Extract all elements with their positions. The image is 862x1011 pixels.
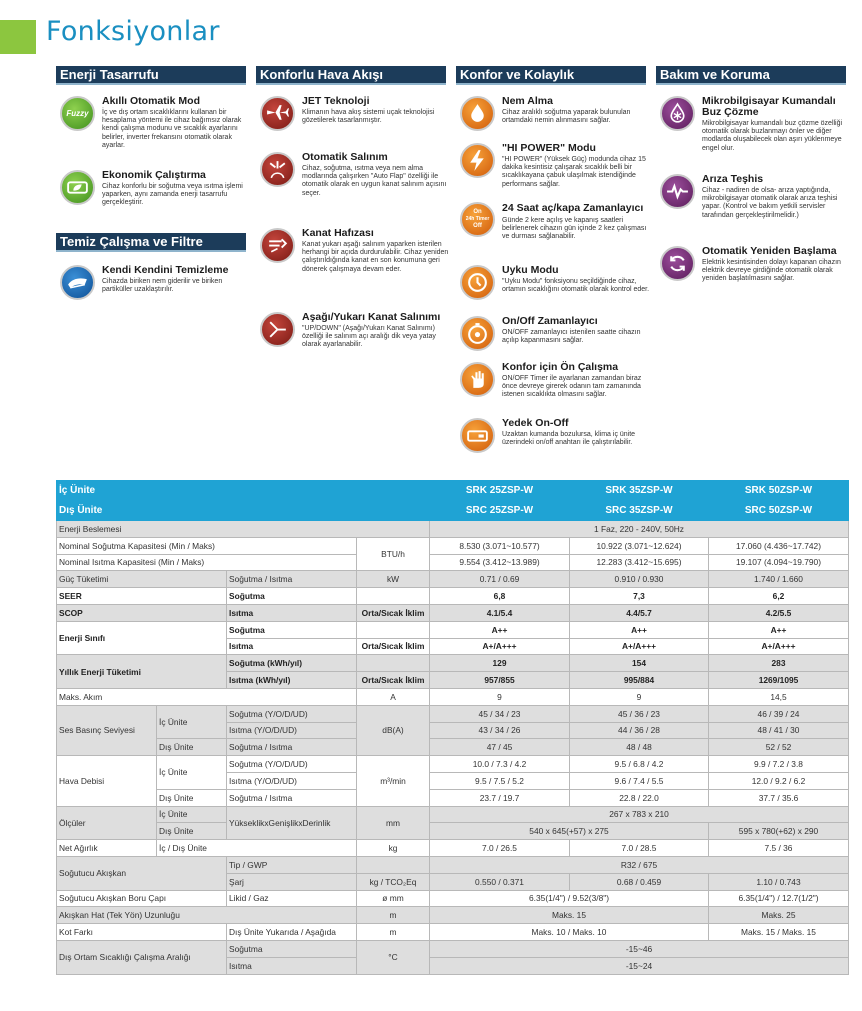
- feature-name: Otomatik Salınım: [302, 151, 388, 163]
- feature-name: Kanat Hafızası: [302, 227, 374, 239]
- unit-cell: m³/min: [357, 756, 430, 806]
- title-accent-bar: [0, 20, 36, 54]
- cell-value: A++: [709, 621, 849, 638]
- row-sublabel: Isıtma (kWh/yıl): [227, 672, 357, 689]
- row-label: SCOP: [57, 604, 227, 621]
- cell-value: 22.8 / 22.0: [570, 789, 709, 806]
- feature-desc: Cihaz, soğutma, ısıtma veya nem alma modlarında çalışırken "Auto Flap" özelliği ile otomatik olarak en uygun kanat salınım açısını seçer.: [302, 165, 447, 197]
- table-row: [57, 481, 849, 501]
- cell-value: 0.68 / 0.459: [570, 873, 709, 890]
- timer-icon: [460, 316, 495, 351]
- feature-name: On/Off Zamanlayıcı: [502, 315, 598, 327]
- row-label: Ses Basınç Seviyesi: [57, 705, 157, 755]
- row-label: Kot Farkı: [57, 924, 227, 941]
- table-row: [57, 537, 849, 554]
- cell-value: 45 / 34 / 23: [430, 705, 570, 722]
- droplet-icon: [460, 96, 495, 131]
- table-row: [57, 756, 849, 773]
- fuzzy-icon: Fuzzy: [60, 96, 95, 131]
- cell-value: 6.35(1/4") / 12.7(1/2"): [709, 890, 849, 907]
- table-row: [57, 907, 849, 924]
- model-cell: SRC 35ZSP-W: [570, 501, 709, 521]
- hand-icon: [460, 362, 495, 397]
- table-row: [57, 890, 849, 907]
- table-row: [57, 588, 849, 605]
- cell-value: 37.7 / 35.6: [709, 789, 849, 806]
- row-sublabel: Tip / GWP: [227, 856, 357, 873]
- row-sublabel: Isıtma (Y/O/D/UD): [227, 772, 357, 789]
- cell-value: 9.5 / 7.5 / 5.2: [430, 772, 570, 789]
- cell-value: 9.554 (3.412~13.989): [430, 554, 570, 571]
- feature-name: Uyku Modu: [502, 264, 559, 276]
- feature-name: Aşağı/Yukarı Kanat Salınımı: [302, 311, 441, 323]
- row-sublabel: Dış Ünite Yukarıda / Aşağıda: [227, 924, 357, 941]
- cell-value: A+/A+++: [709, 638, 849, 655]
- feature-name: Mikrobilgisayar Kumandalı Buz Çözme: [702, 95, 836, 118]
- cell-value: Maks. 15: [430, 907, 709, 924]
- cell-value: 4.1/5.4: [430, 604, 570, 621]
- cell-value: 0.71 / 0.69: [430, 571, 570, 588]
- cell-value: Maks. 10 / Maks. 10: [430, 924, 709, 941]
- feature-desc: Cihazda biriken nem giderilir ve biriken partiküller uzaklaştırılır.: [102, 278, 223, 294]
- cell-value: 0.910 / 0.930: [570, 571, 709, 588]
- cell-value: 43 / 34 / 26: [430, 722, 570, 739]
- table-row: [57, 501, 849, 521]
- row-sublabel: Soğutma / Isıtma: [227, 571, 357, 588]
- cell-value: A+/A+++: [430, 638, 570, 655]
- row-sublabel: Dış Ünite: [157, 823, 227, 840]
- feature-desc: "HI POWER" (Yüksek Güç) modunda cihaz 15 dakika kesintisiz çalışarak sıcaklık belli bir sıcaklıkayana çabuk ulaşılmak istendiğinde performans sağlar.: [502, 156, 646, 188]
- cell-value: 1 Faz, 220 - 240V, 50Hz: [430, 521, 849, 538]
- cell-value: 267 x 783 x 210: [430, 806, 849, 823]
- feature-desc: Elektrik kesintisinden dolayı kapanan cihazın elektrik devreye girdiğinde otomatik olarak yeniden başlatılmasını sağlar.: [702, 259, 841, 283]
- row-sublabel: Soğutma: [227, 621, 357, 638]
- cell-value: 6,8: [430, 588, 570, 605]
- row-sublabel: İç Ünite: [157, 806, 227, 823]
- cell-value: 9.6 / 7.4 / 5.5: [570, 772, 709, 789]
- cell-value: 7.0 / 26.5: [430, 840, 570, 857]
- row-sublabel: Soğutma (Y/O/D/UD): [227, 705, 357, 722]
- cell-value: Maks. 15 / Maks. 15: [709, 924, 849, 941]
- unit-cell: A: [357, 688, 430, 705]
- row-sublabel: Soğutma: [227, 588, 357, 605]
- feature-name: Arıza Teşhis: [702, 173, 764, 185]
- unit-cell: Orta/Sıcak İklim: [357, 638, 430, 655]
- feature-desc: Cihaz konforlu bir soğutma veya ısıtma işlemi yaparken, aynı zamanda enerji tasarrufu gerçekleştirir.: [102, 183, 243, 207]
- feature-desc: Kanat yukarı aşağı salınım yaparken isterilen herhangi bir açıda durdurulabilir. Cihaz yeniden çalıştırıldığında kanat en son konumuna geri dönerek çalışmaya devam eder.: [302, 241, 449, 273]
- feature-desc: Mikrobilgisayar kumandalı buz çözme özelliği otomatik olarak buzlanmayı önler ve diğer modlarda oluşabilecek olan aşırı yüklenmeye engel olur.: [702, 120, 843, 152]
- row-label: Hava Debisi: [57, 756, 157, 806]
- timer-24h-icon: On 24h Timer Off: [460, 202, 495, 237]
- cell-value: 7,3: [570, 588, 709, 605]
- row-label: Akışkan Hat (Tek Yön) Uzunluğu: [57, 907, 357, 924]
- cell-value: A++: [430, 621, 570, 638]
- section-header-kolaylik: Konfor ve Kolaylık: [456, 66, 646, 85]
- table-row: [57, 856, 849, 873]
- row-sublabel: Soğutma / Isıtma: [227, 789, 357, 806]
- cell-value: 1.10 / 0.743: [709, 873, 849, 890]
- up-down-flap-icon: [260, 312, 295, 347]
- feature-name: Nem Alma: [502, 95, 553, 107]
- table-row: [57, 806, 849, 823]
- feature-desc: Günde 2 kere açılış ve kapanış saatleri belirlenerek cihazın gün içinde 2 kez çalışması ve durması sağlanabilir.: [502, 217, 647, 241]
- row-sublabel: Soğutma / Isıtma: [227, 739, 357, 756]
- table-row: [57, 705, 849, 722]
- row-label: Enerji Sınıfı: [57, 621, 227, 655]
- row-label: Nominal Isıtma Kapasitesi (Min / Maks): [57, 554, 357, 571]
- cell-value: 6.35(1/4") / 9.52(3/8"): [430, 890, 709, 907]
- table-row: [57, 940, 849, 957]
- cell-value: 1269/1095: [709, 672, 849, 689]
- unit-cell: ø mm: [357, 890, 430, 907]
- table-row: [57, 554, 849, 571]
- swing-icon: [260, 152, 295, 187]
- row-label: Dış Ortam Sıcaklığı Çalışma Aralığı: [57, 940, 227, 974]
- cell-value: 23.7 / 19.7: [430, 789, 570, 806]
- cell-value: -15~46: [430, 940, 849, 957]
- cell-value: 44 / 36 / 28: [570, 722, 709, 739]
- model-cell: SRK 35ZSP-W: [570, 481, 709, 501]
- dis-unite-header: Dış Ünite: [57, 501, 430, 521]
- row-label: Soğutucu Akışkan: [57, 856, 227, 890]
- cell-value: 129: [430, 655, 570, 672]
- flap-memory-icon: [260, 228, 295, 263]
- row-label: Maks. Akım: [57, 688, 357, 705]
- feature-name: "HI POWER" Modu: [502, 142, 596, 154]
- page-title: Fonksiyonlar: [46, 16, 220, 47]
- row-sublabel: Şarj: [227, 873, 357, 890]
- cell-value: 14,5: [709, 688, 849, 705]
- table-row: [57, 739, 849, 756]
- column-kolaylik: [456, 66, 650, 447]
- cell-value: 995/884: [570, 672, 709, 689]
- cell-value: 7.5 / 36: [709, 840, 849, 857]
- cell-value: 45 / 36 / 23: [570, 705, 709, 722]
- cell-value: 0.550 / 0.371: [430, 873, 570, 890]
- cell-value: 7.0 / 28.5: [570, 840, 709, 857]
- spec-table: [56, 480, 848, 975]
- row-label: Yıllık Enerji Tüketimi: [57, 655, 227, 689]
- table-row: [57, 655, 849, 672]
- cell-value: 595 x 780(+62) x 290: [709, 823, 849, 840]
- cell-value: 46 / 39 / 24: [709, 705, 849, 722]
- unit-cell: BTU/h: [357, 537, 430, 571]
- row-sublabel: Soğutma (Y/O/D/UD): [227, 756, 357, 773]
- restart-icon: [660, 246, 695, 281]
- model-cell: SRC 50ZSP-W: [709, 501, 849, 521]
- table-row: [57, 521, 849, 538]
- feature-desc: "Uyku Modu" fonksiyonu seçildiğinde cihaz, ortamın sıcaklığını otomatik olarak kontrol eder.: [502, 278, 650, 294]
- leaf-icon: [60, 170, 95, 205]
- feature-desc: Klimanın hava akış sistemi uçak teknolojisi gözetilerek tasarlanmıştır.: [302, 109, 435, 125]
- column-temiz: [56, 233, 246, 294]
- row-label: Ölçüler: [57, 806, 157, 840]
- row-sublabel: Dış Ünite: [157, 789, 227, 806]
- feature-desc: Cihaz aralıklı soğutma yaparak bulunulan ortamdaki nemin alınmasını sağlar.: [502, 109, 631, 125]
- table-row: [57, 840, 849, 857]
- section-header-konforlu: Konforlu Hava Akışı: [256, 66, 446, 85]
- unit-cell: kW: [357, 571, 430, 588]
- cell-value: -15~24: [430, 957, 849, 974]
- row-sublabel: Soğutma (kWh/yıl): [227, 655, 357, 672]
- row-sublabel: Isıtma (Y/O/D/UD): [227, 722, 357, 739]
- ic-unite-header: İç Ünite: [57, 481, 430, 501]
- model-cell: SRC 25ZSP-W: [430, 501, 570, 521]
- table-row: [57, 688, 849, 705]
- section-header-enerji: Enerji Tasarrufu: [56, 66, 246, 85]
- lightning-icon: [460, 143, 495, 178]
- feature-name: Kendi Kendini Temizleme: [102, 264, 229, 276]
- row-label: Güç Tüketimi: [57, 571, 227, 588]
- remote-icon: [460, 418, 495, 453]
- cell-value: 47 / 45: [430, 739, 570, 756]
- feature-desc: ON/OFF Timer ile ayarlanan zamandan biraz önce devreye girerek odanın tam zamanında istenen sıcaklıkta olmasını sağlar.: [502, 375, 642, 399]
- row-sublabel: İç Ünite: [157, 705, 227, 739]
- row-sublabel: Soğutma: [227, 940, 357, 957]
- cell-value: A+/A+++: [570, 638, 709, 655]
- row-sublabel: Dış Ünite: [157, 739, 227, 756]
- row-label: SEER: [57, 588, 227, 605]
- row-sublabel: İç / Dış Ünite: [157, 840, 357, 857]
- table-row: [57, 604, 849, 621]
- cell-value: 17.060 (4.436~17.742): [709, 537, 849, 554]
- cell-value: 52 / 52: [709, 739, 849, 756]
- cell-value: 12.0 / 9.2 / 6.2: [709, 772, 849, 789]
- table-row: [57, 571, 849, 588]
- model-cell: SRK 25ZSP-W: [430, 481, 570, 501]
- cell-value: 8.530 (3.071~10.577): [430, 537, 570, 554]
- row-sublabel: İç Ünite: [157, 756, 227, 790]
- cell-value: 9: [570, 688, 709, 705]
- airplane-icon: [260, 96, 295, 131]
- row-label: Soğutucu Akışkan Boru Çapı: [57, 890, 227, 907]
- cell-value: A++: [570, 621, 709, 638]
- cell-value: 4.4/5.7: [570, 604, 709, 621]
- unit-cell: dB(A): [357, 705, 430, 755]
- snowflake-drop-icon: [660, 96, 695, 131]
- feature-desc: Cihaz - nadiren de olsa- arıza yaptığında, mikrobilgisayar otomatik olarak arıza teşhisi yapar. (Kontrol ve bakım yetkili servisler tarafından gerçekleştirilmelidir.): [702, 187, 838, 219]
- table-row: [57, 924, 849, 941]
- clock-icon: [460, 265, 495, 300]
- row-sublabel: Isıtma: [227, 638, 357, 655]
- feature-name: Akıllı Otomatik Mod: [102, 95, 201, 107]
- cell-value: 9.9 / 7.2 / 3.8: [709, 756, 849, 773]
- cell-value: 154: [570, 655, 709, 672]
- feature-name: 24 Saat aç/kapa Zamanlayıcı: [502, 202, 644, 214]
- cell-value: 48 / 41 / 30: [709, 722, 849, 739]
- row-sublabel: YükseklikxGenişlikxDerinlik: [227, 806, 357, 840]
- row-sublabel: Isıtma: [227, 604, 357, 621]
- model-cell: SRK 50ZSP-W: [709, 481, 849, 501]
- cell-value: 10.922 (3.071~12.624): [570, 537, 709, 554]
- cell-value: 12.283 (3.412~15.695): [570, 554, 709, 571]
- cell-value: R32 / 675: [430, 856, 849, 873]
- unit-cell: m: [357, 907, 430, 924]
- cell-value: 48 / 48: [570, 739, 709, 756]
- unit-cell: °C: [357, 940, 430, 974]
- section-header-bakim: Bakım ve Koruma: [656, 66, 846, 85]
- row-sublabel: Likid / Gaz: [227, 890, 357, 907]
- feature-name: Yedek On-Off: [502, 417, 569, 429]
- unit-cell: kg: [357, 840, 430, 857]
- unit-cell: mm: [357, 806, 430, 840]
- cell-value: 19.107 (4.094~19.790): [709, 554, 849, 571]
- cell-value: 1.740 / 1.660: [709, 571, 849, 588]
- table-row: [57, 621, 849, 638]
- feature-desc: ON/OFF zamanlayıcı istenilen saatte cihazın açılıp kapanmasını sağlar.: [502, 329, 641, 345]
- feature-desc: Uzaktan kumanda bozulursa, klima iç ünite üzerindeki on/off anahtarı ile çalıştırılabilir.: [502, 431, 636, 447]
- cell-value: 540 x 645(+57) x 275: [430, 823, 709, 840]
- cell-value: 10.0 / 7.3 / 4.2: [430, 756, 570, 773]
- cell-value: 9: [430, 688, 570, 705]
- clean-icon: [60, 265, 95, 300]
- feature-name: Konfor için Ön Çalışma: [502, 361, 619, 373]
- feature-desc: İç ve dış ortam sıcaklıklarını kullanan bir hesaplama yöntemi ile cihaz bağımsız olarak kendi çalışma modunu ve sıcaklık ayarlarını belirler, inverter frekansını otomatik olarak ayarlar.: [102, 109, 242, 149]
- cell-value: 283: [709, 655, 849, 672]
- cell-value: 9.5 / 6.8 / 4.2: [570, 756, 709, 773]
- feature-name: Ekonomik Çalıştırma: [102, 169, 206, 181]
- feature-name: JET Teknoloji: [302, 95, 370, 107]
- column-konforlu: [256, 66, 449, 349]
- table-row: [57, 789, 849, 806]
- cell-value: 957/855: [430, 672, 570, 689]
- row-sublabel: Isıtma: [227, 957, 357, 974]
- feature-name: Otomatik Yeniden Başlama: [702, 245, 837, 257]
- row-label: Enerji Beslemesi: [57, 521, 430, 538]
- unit-cell: Orta/Sıcak İklim: [357, 604, 430, 621]
- unit-cell: kg / TCO₂Eq: [357, 873, 430, 890]
- cell-value: 6,2: [709, 588, 849, 605]
- cell-value: 4.2/5.5: [709, 604, 849, 621]
- column-bakim: [656, 66, 846, 283]
- row-label: Nominal Soğutma Kapasitesi (Min / Maks): [57, 537, 357, 554]
- row-label: Net Ağırlık: [57, 840, 157, 857]
- heartbeat-icon: [660, 174, 695, 209]
- cell-value: Maks. 25: [709, 907, 849, 924]
- section-header-temiz: Temiz Çalışma ve Filtre: [56, 233, 246, 252]
- unit-cell: Orta/Sıcak İklim: [357, 672, 430, 689]
- feature-desc: "UP/DOWN" (Aşağı/Yukarı Kanat Salınımı) özelliği ile salınım açı aralığı dik veya yatay olarak ayarlanabilir.: [302, 325, 436, 349]
- table-row: [57, 823, 849, 840]
- unit-cell: m: [357, 924, 430, 941]
